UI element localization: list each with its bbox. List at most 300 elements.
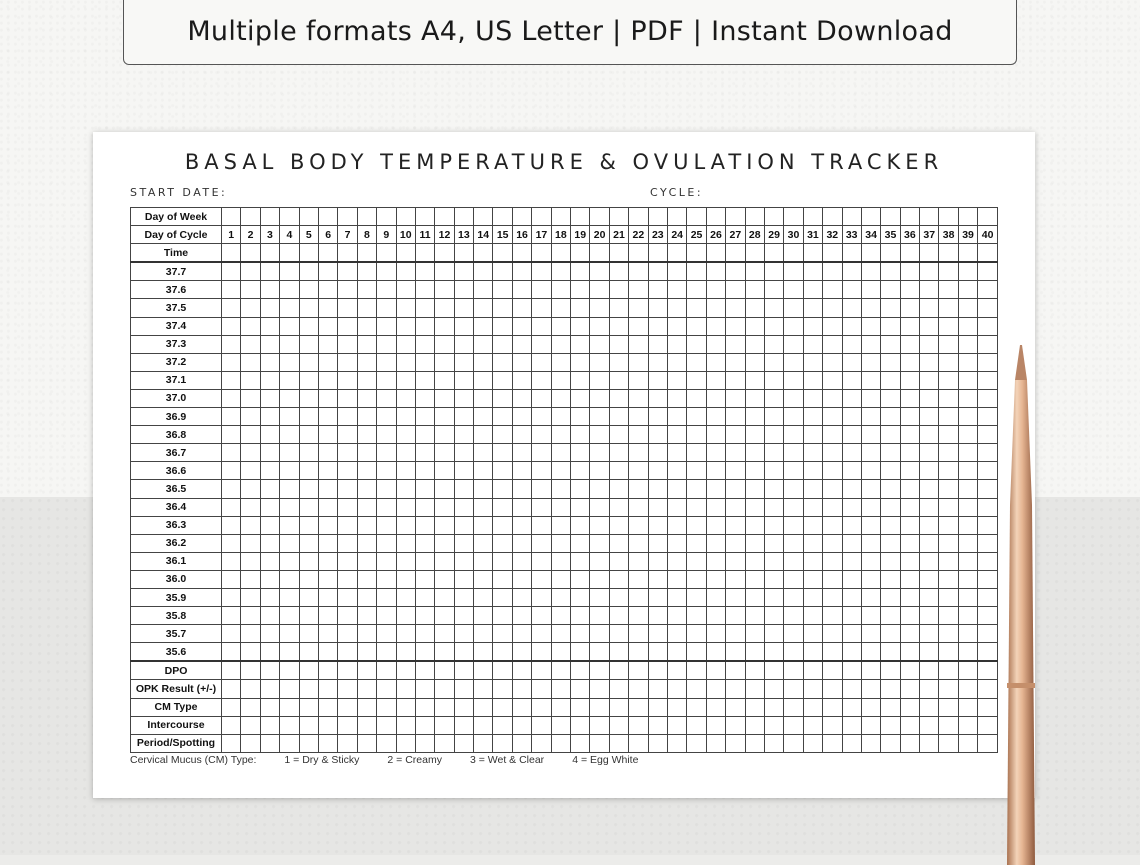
grid-cell bbox=[415, 371, 434, 389]
grid-cell bbox=[435, 444, 454, 462]
grid-cell bbox=[571, 680, 590, 698]
grid-cell bbox=[338, 317, 357, 335]
grid-cell bbox=[978, 299, 998, 317]
grid-cell bbox=[493, 208, 512, 226]
grid-cell bbox=[493, 335, 512, 353]
grid-cell bbox=[920, 317, 939, 335]
grid-cell bbox=[512, 498, 531, 516]
grid-cell bbox=[357, 680, 376, 698]
grid-cell bbox=[861, 552, 880, 570]
cm-legend-label: Cervical Mucus (CM) Type: bbox=[130, 754, 257, 766]
grid-cell bbox=[551, 389, 570, 407]
grid-cell bbox=[629, 299, 648, 317]
grid-cell bbox=[338, 534, 357, 552]
grid-cell bbox=[920, 353, 939, 371]
grid-cell bbox=[299, 262, 318, 281]
grid-cell bbox=[318, 244, 337, 263]
grid-cell bbox=[823, 299, 842, 317]
grid-cell bbox=[726, 262, 745, 281]
grid-cell bbox=[861, 643, 880, 662]
grid-cell bbox=[260, 317, 279, 335]
grid-cell bbox=[454, 371, 473, 389]
grid-cell bbox=[222, 317, 241, 335]
grid-cell bbox=[648, 299, 667, 317]
grid-cell bbox=[609, 335, 628, 353]
grid-cell bbox=[881, 680, 900, 698]
grid-cell bbox=[609, 389, 628, 407]
grid-cell bbox=[881, 698, 900, 716]
grid-cell bbox=[474, 716, 493, 734]
grid-cell bbox=[939, 480, 958, 498]
grid-cell bbox=[299, 643, 318, 662]
grid-cell bbox=[803, 516, 822, 534]
grid-cell bbox=[396, 734, 415, 752]
grid-cell bbox=[260, 480, 279, 498]
grid-cell bbox=[900, 588, 919, 606]
row-label: 37.5 bbox=[131, 299, 222, 317]
grid-cell bbox=[861, 299, 880, 317]
grid-cell bbox=[784, 716, 803, 734]
grid-cell bbox=[474, 335, 493, 353]
grid-cell bbox=[842, 335, 861, 353]
grid-cell bbox=[687, 480, 706, 498]
grid-cell bbox=[958, 426, 977, 444]
grid-cell bbox=[551, 552, 570, 570]
grid-cell bbox=[590, 371, 609, 389]
grid-cell bbox=[667, 498, 686, 516]
grid-cell bbox=[493, 462, 512, 480]
grid-cell bbox=[939, 607, 958, 625]
cm-legend-item: 3 = Wet & Clear bbox=[469, 754, 545, 766]
grid-cell bbox=[900, 317, 919, 335]
grid-cell bbox=[435, 244, 454, 263]
grid-cell bbox=[396, 552, 415, 570]
grid-cell bbox=[222, 426, 241, 444]
grid-cell bbox=[415, 498, 434, 516]
grid-cell bbox=[532, 552, 551, 570]
grid-cell bbox=[629, 552, 648, 570]
grid-cell bbox=[260, 208, 279, 226]
grid-cell bbox=[842, 716, 861, 734]
grid-cell bbox=[318, 643, 337, 662]
grid-cell bbox=[667, 680, 686, 698]
grid-cell bbox=[881, 643, 900, 662]
grid-cell bbox=[823, 552, 842, 570]
grid-cell bbox=[803, 335, 822, 353]
grid-cell bbox=[474, 661, 493, 680]
grid-cell bbox=[609, 643, 628, 662]
grid-cell bbox=[920, 371, 939, 389]
grid-cell bbox=[706, 335, 725, 353]
grid-cell bbox=[726, 534, 745, 552]
grid-cell bbox=[299, 498, 318, 516]
grid-cell bbox=[648, 643, 667, 662]
grid-cell bbox=[241, 552, 260, 570]
grid-cell bbox=[493, 698, 512, 716]
row-label: 35.7 bbox=[131, 625, 222, 643]
grid-cell bbox=[687, 281, 706, 299]
grid-cell bbox=[726, 244, 745, 263]
day-number-cell: 22 bbox=[629, 226, 648, 244]
grid-cell bbox=[920, 426, 939, 444]
grid-cell bbox=[823, 716, 842, 734]
grid-cell bbox=[842, 317, 861, 335]
grid-cell bbox=[454, 498, 473, 516]
grid-cell bbox=[920, 698, 939, 716]
grid-cell bbox=[590, 426, 609, 444]
grid-cell bbox=[958, 698, 977, 716]
grid-cell bbox=[842, 462, 861, 480]
grid-cell bbox=[571, 552, 590, 570]
grid-cell bbox=[803, 480, 822, 498]
grid-cell bbox=[357, 625, 376, 643]
grid-cell bbox=[920, 208, 939, 226]
grid-cell bbox=[454, 680, 473, 698]
grid-cell bbox=[900, 643, 919, 662]
grid-cell bbox=[881, 534, 900, 552]
grid-cell bbox=[726, 462, 745, 480]
grid-cell bbox=[823, 588, 842, 606]
grid-cell bbox=[532, 389, 551, 407]
grid-cell bbox=[978, 317, 998, 335]
grid-cell bbox=[532, 607, 551, 625]
row-label: 36.2 bbox=[131, 534, 222, 552]
grid-cell bbox=[784, 444, 803, 462]
grid-cell bbox=[803, 244, 822, 263]
grid-cell bbox=[803, 317, 822, 335]
grid-cell bbox=[842, 698, 861, 716]
grid-cell bbox=[803, 698, 822, 716]
grid-cell bbox=[512, 588, 531, 606]
grid-cell bbox=[435, 208, 454, 226]
grid-cell bbox=[318, 317, 337, 335]
grid-cell bbox=[958, 607, 977, 625]
grid-cell bbox=[958, 625, 977, 643]
grid-cell bbox=[512, 426, 531, 444]
grid-cell bbox=[241, 534, 260, 552]
grid-cell bbox=[803, 734, 822, 752]
grid-cell bbox=[687, 353, 706, 371]
grid-cell bbox=[551, 244, 570, 263]
grid-cell bbox=[706, 244, 725, 263]
grid-cell bbox=[745, 534, 764, 552]
grid-cell bbox=[648, 498, 667, 516]
grid-cell bbox=[493, 317, 512, 335]
grid-cell bbox=[454, 516, 473, 534]
grid-cell bbox=[764, 353, 783, 371]
grid-cell bbox=[241, 426, 260, 444]
grid-cell bbox=[454, 281, 473, 299]
row-label: 35.8 bbox=[131, 607, 222, 625]
grid-cell bbox=[958, 244, 977, 263]
grid-cell bbox=[318, 480, 337, 498]
row-label: 37.6 bbox=[131, 281, 222, 299]
grid-cell bbox=[842, 680, 861, 698]
grid-cell bbox=[318, 462, 337, 480]
grid-cell bbox=[687, 625, 706, 643]
grid-cell bbox=[435, 317, 454, 335]
grid-cell bbox=[454, 299, 473, 317]
grid-cell bbox=[280, 371, 299, 389]
grid-cell bbox=[551, 498, 570, 516]
grid-cell bbox=[590, 335, 609, 353]
row-label: Day of Week bbox=[131, 208, 222, 226]
grid-cell bbox=[764, 389, 783, 407]
grid-cell bbox=[532, 698, 551, 716]
grid-cell bbox=[493, 552, 512, 570]
grid-cell bbox=[493, 444, 512, 462]
grid-cell bbox=[338, 426, 357, 444]
grid-cell bbox=[318, 625, 337, 643]
grid-cell bbox=[590, 299, 609, 317]
grid-cell bbox=[532, 625, 551, 643]
grid-cell bbox=[842, 444, 861, 462]
day-number-cell: 20 bbox=[590, 226, 609, 244]
grid-cell bbox=[726, 552, 745, 570]
row-label: DPO bbox=[131, 661, 222, 680]
grid-cell bbox=[590, 607, 609, 625]
day-number-cell: 4 bbox=[280, 226, 299, 244]
grid-cell bbox=[803, 444, 822, 462]
grid-cell bbox=[260, 498, 279, 516]
grid-cell bbox=[706, 607, 725, 625]
grid-cell bbox=[609, 680, 628, 698]
grid-cell bbox=[726, 426, 745, 444]
grid-cell bbox=[415, 335, 434, 353]
grid-cell bbox=[280, 516, 299, 534]
grid-cell bbox=[978, 353, 998, 371]
temperature-row bbox=[131, 262, 998, 281]
grid-cell bbox=[280, 317, 299, 335]
grid-cell bbox=[474, 208, 493, 226]
grid-cell bbox=[920, 480, 939, 498]
grid-cell bbox=[338, 371, 357, 389]
grid-cell bbox=[571, 262, 590, 281]
grid-cell bbox=[532, 680, 551, 698]
grid-cell bbox=[512, 552, 531, 570]
grid-cell bbox=[222, 244, 241, 263]
grid-cell bbox=[551, 462, 570, 480]
grid-cell bbox=[299, 389, 318, 407]
row-label: OPK Result (+/-) bbox=[131, 680, 222, 698]
grid-cell bbox=[377, 262, 396, 281]
grid-cell bbox=[920, 607, 939, 625]
grid-cell bbox=[571, 426, 590, 444]
grid-cell bbox=[571, 244, 590, 263]
grid-cell bbox=[280, 607, 299, 625]
cm-legend-item: 2 = Creamy bbox=[387, 754, 442, 766]
grid-cell bbox=[900, 661, 919, 680]
grid-cell bbox=[299, 552, 318, 570]
grid-cell bbox=[357, 552, 376, 570]
day-number-cell: 13 bbox=[454, 226, 473, 244]
grid-cell bbox=[435, 353, 454, 371]
grid-cell bbox=[396, 426, 415, 444]
grid-cell bbox=[823, 262, 842, 281]
grid-cell bbox=[512, 353, 531, 371]
grid-cell bbox=[726, 408, 745, 426]
grid-cell bbox=[726, 335, 745, 353]
temperature-row bbox=[131, 281, 998, 299]
grid-cell bbox=[687, 317, 706, 335]
grid-cell bbox=[415, 625, 434, 643]
grid-cell bbox=[415, 480, 434, 498]
grid-cell bbox=[396, 534, 415, 552]
grid-cell bbox=[861, 734, 880, 752]
grid-cell bbox=[920, 643, 939, 662]
grid-cell bbox=[900, 680, 919, 698]
day-number-cell: 31 bbox=[803, 226, 822, 244]
grid-cell bbox=[648, 389, 667, 407]
grid-cell bbox=[532, 335, 551, 353]
grid-cell bbox=[396, 371, 415, 389]
grid-cell bbox=[571, 408, 590, 426]
grid-cell bbox=[706, 426, 725, 444]
grid-cell bbox=[881, 570, 900, 588]
grid-cell bbox=[318, 607, 337, 625]
grid-cell bbox=[745, 698, 764, 716]
grid-cell bbox=[881, 353, 900, 371]
grid-cell bbox=[377, 588, 396, 606]
grid-cell bbox=[609, 317, 628, 335]
grid-cell bbox=[435, 281, 454, 299]
grid-cell bbox=[803, 353, 822, 371]
grid-cell bbox=[629, 661, 648, 680]
grid-cell bbox=[571, 643, 590, 662]
grid-cell bbox=[493, 734, 512, 752]
grid-cell bbox=[978, 389, 998, 407]
grid-cell bbox=[609, 661, 628, 680]
grid-cell bbox=[900, 607, 919, 625]
grid-cell bbox=[532, 299, 551, 317]
grid-cell bbox=[318, 698, 337, 716]
grid-cell bbox=[532, 516, 551, 534]
grid-cell bbox=[280, 426, 299, 444]
row-label: Intercourse bbox=[131, 716, 222, 734]
grid-cell bbox=[338, 408, 357, 426]
grid-cell bbox=[629, 498, 648, 516]
grid-cell bbox=[784, 588, 803, 606]
grid-cell bbox=[784, 299, 803, 317]
grid-cell bbox=[920, 335, 939, 353]
grid-cell bbox=[241, 516, 260, 534]
grid-cell bbox=[629, 643, 648, 662]
grid-cell bbox=[900, 516, 919, 534]
day-number-cell: 36 bbox=[900, 226, 919, 244]
grid-cell bbox=[823, 643, 842, 662]
grid-cell bbox=[939, 661, 958, 680]
grid-cell bbox=[667, 698, 686, 716]
grid-cell bbox=[920, 625, 939, 643]
grid-cell bbox=[299, 734, 318, 752]
formats-banner: Multiple formats A4, US Letter | PDF | Instant Download bbox=[123, 0, 1017, 65]
day-number-cell: 23 bbox=[648, 226, 667, 244]
grid-cell bbox=[280, 588, 299, 606]
grid-cell bbox=[978, 244, 998, 263]
grid-cell bbox=[454, 480, 473, 498]
grid-cell bbox=[900, 244, 919, 263]
grid-cell bbox=[396, 408, 415, 426]
grid-cell bbox=[396, 661, 415, 680]
grid-cell bbox=[823, 281, 842, 299]
grid-cell bbox=[784, 426, 803, 444]
grid-cell bbox=[687, 335, 706, 353]
grid-cell bbox=[842, 426, 861, 444]
grid-cell bbox=[958, 716, 977, 734]
grid-cell bbox=[958, 353, 977, 371]
grid-cell bbox=[222, 734, 241, 752]
grid-cell bbox=[260, 588, 279, 606]
grid-cell bbox=[493, 661, 512, 680]
grid-cell bbox=[920, 534, 939, 552]
grid-cell bbox=[667, 480, 686, 498]
grid-cell bbox=[493, 716, 512, 734]
grid-cell bbox=[648, 480, 667, 498]
grid-cell bbox=[726, 680, 745, 698]
grid-cell bbox=[532, 661, 551, 680]
grid-cell bbox=[532, 588, 551, 606]
grid-cell bbox=[939, 353, 958, 371]
grid-cell bbox=[978, 371, 998, 389]
grid-cell bbox=[222, 462, 241, 480]
grid-cell bbox=[803, 281, 822, 299]
grid-cell bbox=[706, 680, 725, 698]
day-number-cell: 29 bbox=[764, 226, 783, 244]
temperature-row bbox=[131, 299, 998, 317]
grid-cell bbox=[280, 734, 299, 752]
grid-cell bbox=[764, 462, 783, 480]
grid-cell bbox=[764, 498, 783, 516]
grid-cell bbox=[338, 607, 357, 625]
grid-cell bbox=[241, 244, 260, 263]
grid-cell bbox=[493, 516, 512, 534]
sheet-title: BASAL BODY TEMPERATURE & OVULATION TRACKER bbox=[184, 150, 944, 174]
grid-cell bbox=[764, 262, 783, 281]
grid-cell bbox=[958, 208, 977, 226]
grid-cell bbox=[571, 208, 590, 226]
grid-cell bbox=[299, 680, 318, 698]
grid-cell bbox=[920, 570, 939, 588]
grid-cell bbox=[551, 335, 570, 353]
grid-cell bbox=[609, 444, 628, 462]
grid-cell bbox=[377, 498, 396, 516]
grid-cell bbox=[784, 244, 803, 263]
grid-cell bbox=[435, 462, 454, 480]
grid-cell bbox=[726, 498, 745, 516]
grid-cell bbox=[706, 462, 725, 480]
day-number-cell: 28 bbox=[745, 226, 764, 244]
grid-cell bbox=[667, 408, 686, 426]
time-row bbox=[131, 244, 998, 263]
grid-cell bbox=[512, 570, 531, 588]
grid-cell bbox=[493, 281, 512, 299]
grid-cell bbox=[842, 262, 861, 281]
cm-legend bbox=[130, 754, 666, 766]
day-number-cell: 10 bbox=[396, 226, 415, 244]
grid-cell bbox=[764, 208, 783, 226]
grid-cell bbox=[338, 299, 357, 317]
grid-cell bbox=[861, 262, 880, 281]
grid-cell bbox=[939, 716, 958, 734]
grid-cell bbox=[454, 389, 473, 407]
grid-cell bbox=[881, 281, 900, 299]
grid-cell bbox=[803, 426, 822, 444]
grid-cell bbox=[260, 534, 279, 552]
grid-cell bbox=[318, 262, 337, 281]
grid-cell bbox=[745, 734, 764, 752]
grid-cell bbox=[861, 480, 880, 498]
grid-cell bbox=[687, 299, 706, 317]
